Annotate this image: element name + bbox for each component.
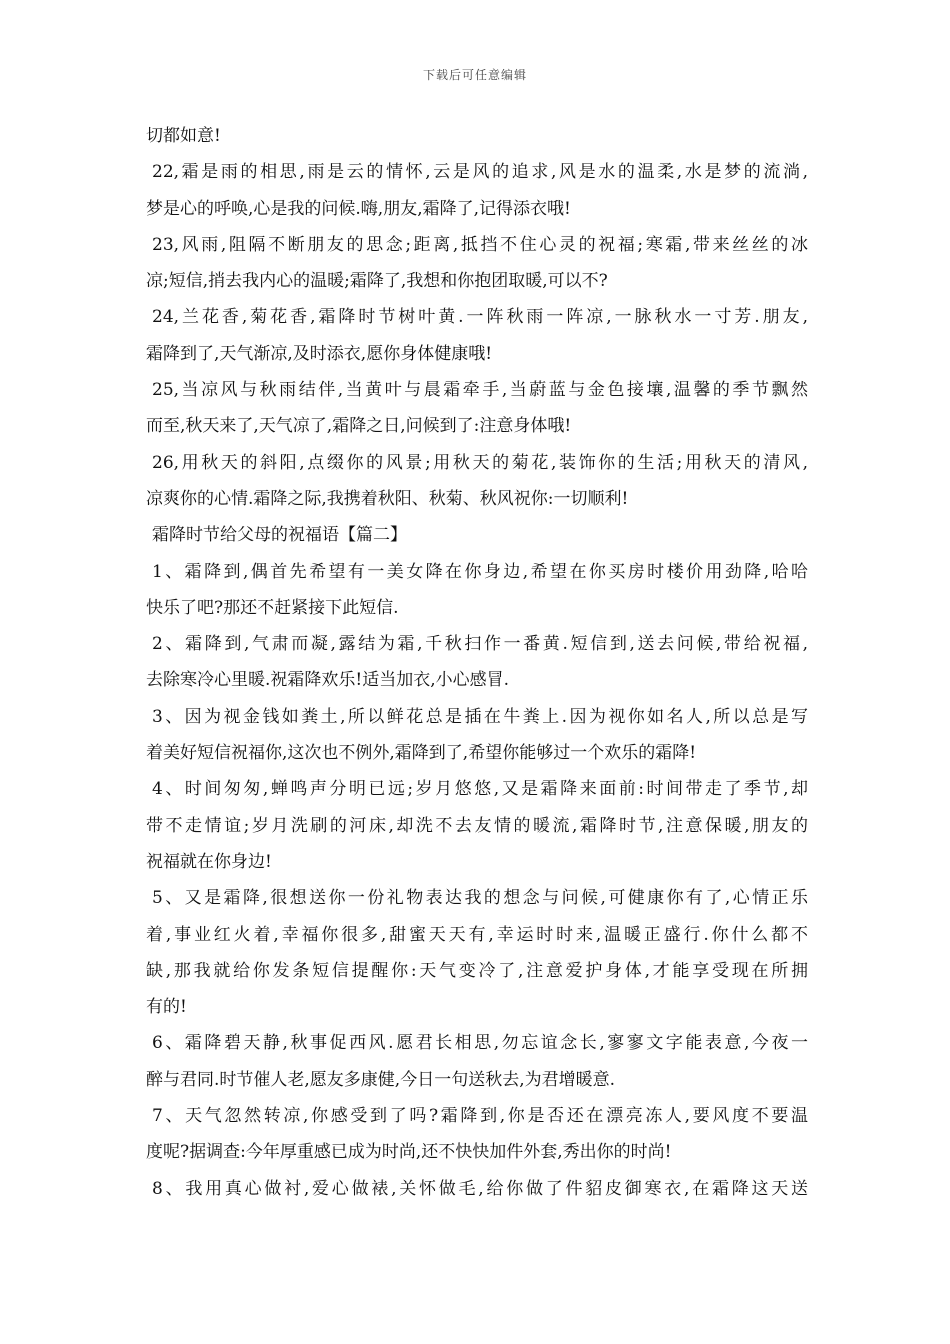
text-line: 6、霜降碧天静,秋事促西风.愿君长相思,勿忘谊念长,寥寥文字能表意,今夜一 [152,1033,808,1054]
text-line: 3、因为视金钱如粪土,所以鲜花总是插在牛粪上.因为视你如名人,所以总是写 [152,706,808,727]
text-line: 1、霜降到,偶首先希望有一美女降在你身边,希望在你买房时楼价用劲降,哈哈 [152,561,808,582]
text-line: 缺,那我就给你发条短信提醒你:天气变冷了,注意爱护身体,才能享受现在所拥 [146,960,808,981]
text-line: 凉;短信,捎去我内心的温暖;霜降了,我想和你抱团取暖,可以不? [146,271,608,292]
text-line: 25,当凉风与秋雨结伴,当黄叶与晨霜牵手,当蔚蓝与金色接壤,温馨的季节飘然 [152,380,808,401]
text-line: 着,事业红火着,幸福你很多,甜蜜天天有,幸运时时来,温暖正盛行.你什么都不 [146,924,808,945]
text-line: 霜降时节给父母的祝福语【篇二】 [152,525,407,546]
text-line: 霜降到了,天气渐凉,及时添衣,愿你身体健康哦! [146,343,493,364]
text-line: 7、天气忽然转凉,你感受到了吗?霜降到,你是否还在漂亮冻人,要风度不要温 [152,1106,808,1127]
text-line: 着美好短信祝福你,这次也不例外,霜降到了,希望你能够过一个欢乐的霜降! [146,743,697,764]
text-line: 22,霜是雨的相思,雨是云的情怀,云是风的追求,风是水的温柔,水是梦的流淌, [152,162,808,183]
text-line: 2、霜降到,气肃而凝,露结为霜,千秋扫作一番黄.短信到,送去问候,带给祝福, [152,634,808,655]
text-line: 快乐了吧?那还不赶紧接下此短信. [146,597,399,618]
text-line: 凉爽你的心情.霜降之际,我携着秋阳、秋菊、秋风祝你:一切顺利! [146,488,629,509]
text-line: 而至,秋天来了,天气凉了,霜降之日,问候到了:注意身体哦! [146,416,572,437]
text-line: 切都如意! [146,126,221,146]
text-line: 度呢?据调查:今年厚重感已成为时尚,还不快快加件外套,秀出你的时尚! [146,1142,672,1163]
text-line: 祝福就在你身边! [146,851,272,872]
text-line: 26,用秋天的斜阳,点缀你的风景;用秋天的菊花,装饰你的生活;用秋天的清风, [152,452,808,473]
text-line: 有的! [146,997,187,1018]
text-line: 4、时间匆匆,蝉鸣声分明已远;岁月悠悠,又是霜降来面前:时间带走了季节,却 [152,779,808,800]
text-line: 醉与君同.时节催人老,愿友多康健,今日一句送秋去,为君增暖意. [146,1069,616,1090]
text-line: 梦是心的呼唤,心是我的问候.嗨,朋友,霜降了,记得添衣哦! [146,198,571,219]
text-line: 24,兰花香,菊花香,霜降时节树叶黄.一阵秋雨一阵凉,一脉秋水一寸芳.朋友, [152,307,808,328]
text-line: 带不走情谊;岁月洗刷的河床,却洗不去友情的暖流,霜降时节,注意保暖,朋友的 [146,815,808,836]
text-line: 8、我用真心做衬,爱心做裱,关怀做毛,给你做了件貂皮御寒衣,在霜降这天送 [152,1178,808,1199]
document-body [146,118,808,1207]
text-line: 5、又是霜降,很想送你一份礼物表达我的想念与问候,可健康你有了,心情正乐 [152,888,808,909]
text-line: 23,风雨,阻隔不断朋友的思念;距离,抵挡不住心灵的祝福;寒霜,带来丝丝的冰 [152,234,808,255]
text-line: 去除寒冷心里暖.祝霜降欢乐!适当加衣,小心感冒. [146,670,510,691]
page-header: 下载后可任意编辑 [422,68,527,82]
